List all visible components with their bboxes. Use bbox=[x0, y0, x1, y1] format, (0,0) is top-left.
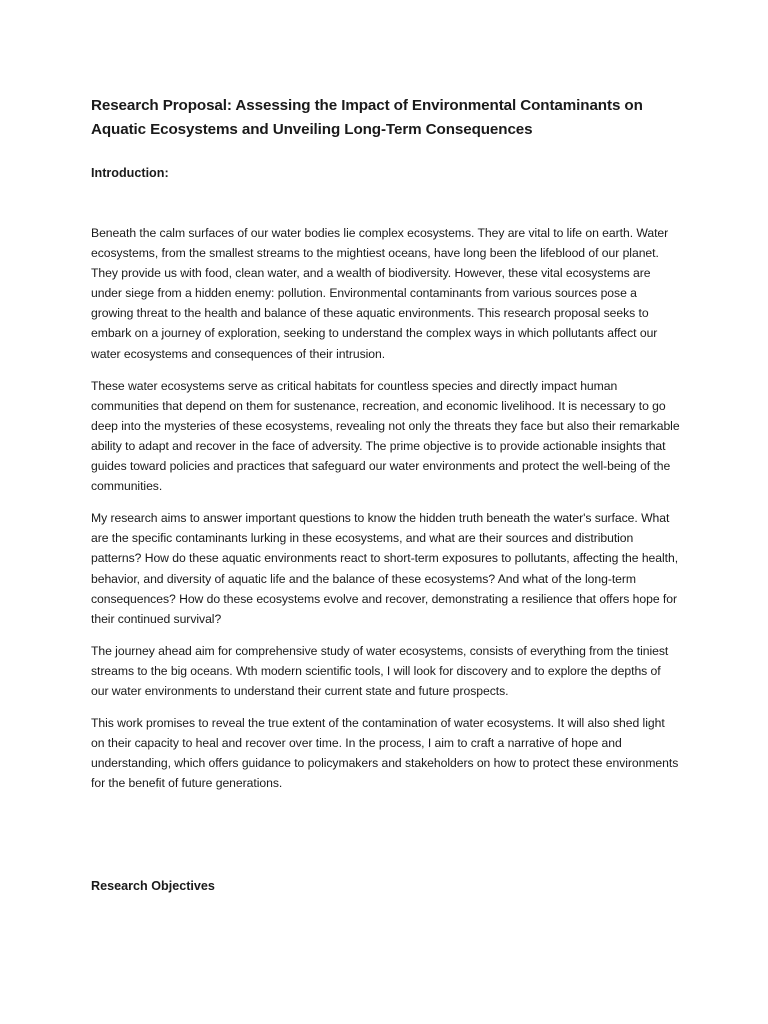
research-objectives-heading: Research Objectives bbox=[91, 879, 215, 893]
paragraph: This work promises to reveal the true extent of the contamination of water ecosystems. It will also shed light on their capacity to heal and recover over time. In the process, I aim to craft a narrative of hope and understanding, which offers guidance to policymakers and stakeholders on how to protect these environments for the benefit of future generations. bbox=[91, 716, 679, 791]
paragraph: These water ecosystems serve as critical habitats for countless species and directly impact human communities that depend on them for sustenance, recreation, and economic livelihood. It is necessary to go deep into the mysteries of these ecosystems, revealing not only the threats they face but also their remarkable ability to adapt and recover in the face of adversity. The prime objective is to provide actionable insights that guides toward policies and practices that safeguard our water environments and protect the well-being of the communities. bbox=[91, 378, 680, 494]
paragraph: My research aims to answer important questions to know the hidden truth beneath the water's surface. What are the specific contaminants lurking in these ecosystems, and what are their sources and distribution patterns? How do these aquatic environments react to short-term exposures to pollutants, affecting the health, behavior, and diversity of aquatic life and the balance of these ecosystems? And what of the long-term consequences? How do these ecosystems evolve and recover, demonstrating a resilience that offers hope for their continued survival? bbox=[91, 511, 679, 626]
paragraph: Beneath the calm surfaces of our water bodies lie complex ecosystems. They are vital to life on earth. Water ecosystems, from the smallest streams to the mightiest oceans, have long been the lifeblood of our planet. They provide us with food, clean water, and a wealth of biodiversity. However, these vital ecosystems are under siege from a hidden enemy: pollution. Environmental contaminants from various sources pose a growing threat to the health and balance of these aquatic environments. This research proposal seeks to embark on a journey of exploration, seeking to understand the complex ways in which pollutants affect our water ecosystems and consequences of their intrusion. bbox=[91, 226, 669, 361]
paragraph: The journey ahead aim for comprehensive study of water ecosystems, consists of everything from the tiniest streams to the big oceans. Wth modern scientific tools, I will look for discovery and to explore the depths of our water environments to understand their current state and future prospects. bbox=[91, 643, 669, 698]
document-title: Research Proposal: Assessing the Impact of Environmental Contaminants on Aquatic Ecosystems and Unveiling Long-Term Consequences bbox=[91, 97, 643, 138]
introduction-heading: Introduction: bbox=[91, 166, 169, 180]
introduction-body bbox=[91, 223, 681, 805]
